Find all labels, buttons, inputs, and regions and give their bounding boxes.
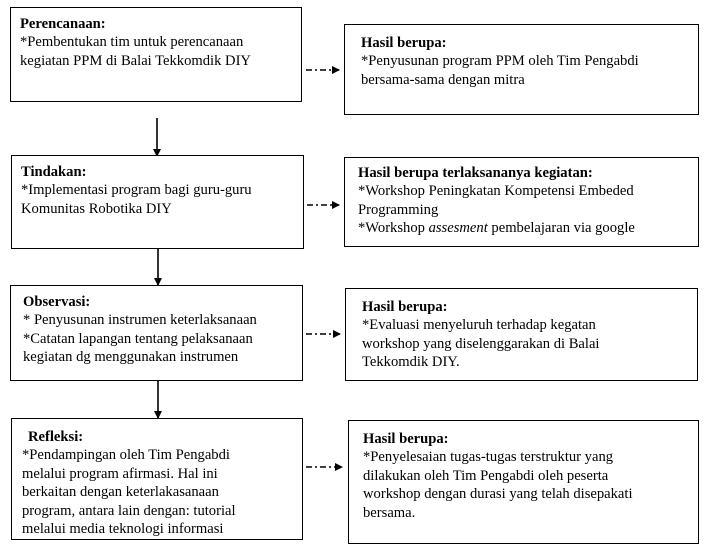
tindakan-line-1: *Implementasi program bagi guru-guru [21,182,252,199]
hasil-perencanaan-box [344,24,699,115]
hasil-observasi-line-2: workshop yang diselenggarakan di Balai [362,335,600,352]
hasil-perencanaan-line-2: bersama-sama dengan mitra [361,71,525,88]
hasil-refleksi-title: Hasil berupa: [363,431,449,447]
hasil-tindakan-line-3-after: pembelajaran via google [487,220,635,237]
refleksi-line-1: *Pendampingan oleh Tim Pengabdi [22,447,230,464]
observasi-line-3: kegiatan dg menggunakan instrumen [23,349,239,366]
hasil-tindakan-title: Hasil berupa terlaksananya kegiatan: [358,165,593,181]
tindakan-line-2: Komunitas Robotika DIY [21,200,172,217]
refleksi-title: Refleksi: [28,429,84,445]
hasil-tindakan-line-3-before: *Workshop [358,220,429,237]
hasil-refleksi-box [348,420,699,544]
hasil-observasi-title: Hasil berupa: [362,299,448,315]
hasil-tindakan-box [344,157,699,247]
hasil-observasi-line-3: Tekkomdik DIY. [362,354,460,371]
hasil-tindakan-line-3 [358,219,698,237]
hasil-refleksi-line-3: workshop dengan durasi yang telah disepakati [363,486,633,503]
tindakan-box [11,155,304,249]
hasil-tindakan-line-1: *Workshop Peningkatan Kompetensi Embeded [358,183,634,200]
perencanaan-box [10,7,302,102]
refleksi-line-4: program, antara lain dengan: tutorial [22,502,236,519]
perencanaan-line-1: *Pembentukan tim untuk perencanaan [20,34,244,51]
tindakan-title: Tindakan: [21,164,87,180]
hasil-perencanaan-line-1: *Penyusunan program PPM oleh Tim Pengabdi [361,53,639,70]
refleksi-box [11,418,303,540]
hasil-observasi-box [345,288,698,381]
refleksi-line-2: melalui program afirmasi. Hal ini [22,465,218,482]
perencanaan-line-2: kegiatan PPM di Balai Tekkomdik DIY [20,52,251,69]
hasil-perencanaan-title: Hasil berupa: [361,35,447,51]
hasil-refleksi-line-2: dilakukan oleh Tim Pengabdi oleh peserta [363,467,609,484]
hasil-refleksi-line-1: *Penyelesaian tugas-tugas terstruktur yang [363,449,614,466]
hasil-observasi-line-1: *Evaluasi menyeluruh terhadap kegatan [362,317,596,334]
observasi-line-1: * Penyusunan instrumen keterlaksanaan [23,312,257,329]
hasil-tindakan-line-2: Programming [358,201,439,218]
hasil-refleksi-line-4: bersama. [363,504,416,521]
observasi-box [10,285,303,381]
refleksi-line-5: melalui media teknologi informasi [22,521,224,538]
perencanaan-title: Perencanaan: [20,16,106,32]
observasi-line-2: *Catatan lapangan tentang pelaksanaan [23,330,253,347]
hasil-tindakan-line-3-italic: assesment [428,220,488,237]
observasi-title: Observasi: [23,294,91,310]
refleksi-line-3: berkaitan dengan keterlakasanaan [22,484,219,501]
